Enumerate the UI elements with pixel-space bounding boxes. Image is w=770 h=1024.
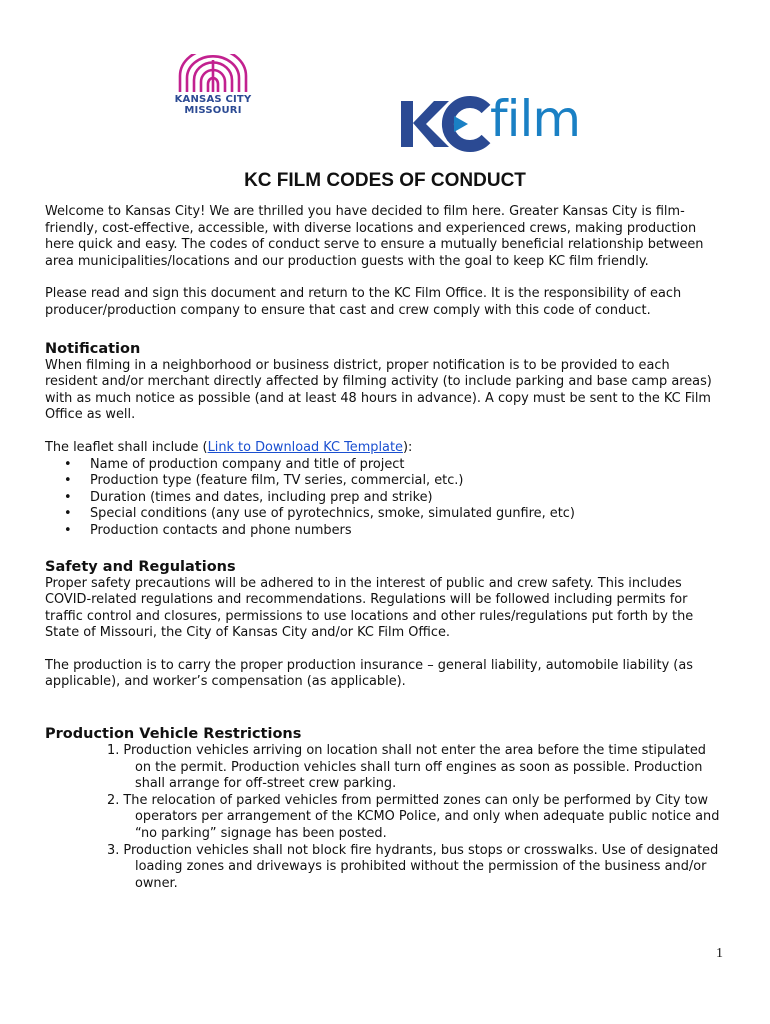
list-item: • Production contacts and phone numbers	[45, 523, 725, 540]
list-item: • Duration (times and dates, including prep and strike)	[45, 490, 725, 507]
list-item: • Special conditions (any use of pyrotechnics, smoke, simulated gunfire, etc)	[45, 506, 725, 523]
safety-heading: Safety and Regulations	[45, 558, 236, 575]
page-title: KC FILM CODES OF CONDUCT	[244, 170, 526, 191]
list-item: • Name of production company and title of project	[45, 457, 725, 474]
kc-film-mark-icon	[398, 95, 493, 155]
download-template-link[interactable]: Link to Download KC Template	[207, 439, 403, 455]
leaflet-intro	[45, 440, 725, 457]
document-body	[45, 204, 725, 892]
kc-logo-line1: KANSAS CITY	[174, 94, 252, 105]
leaflet-prefix: The leaflet shall include (	[45, 439, 208, 455]
list-item: • Production type (feature film, TV series, commercial, etc.)	[45, 473, 725, 490]
list-item: 2. The relocation of parked vehicles from permitted zones can only be performed by City tow operators per arrangement of the KCMO Police, and only when adequate public notice and “no parking” signage has been posted.	[107, 792, 720, 842]
notification-paragraph: When filming in a neighborhood or business district, proper notification is to be provided to each resident and/or merchant directly affected by filming activity (to include parking and base camp areas) with as much notice as possible (and at least 48 hours in advance). A copy must be sent to the KC Film Office as well.	[45, 357, 712, 423]
notification-heading: Notification	[45, 340, 141, 357]
intro-paragraph-2: Please read and sign this document and return to the KC Film Office. It is the responsibility of each producer/production company to ensure that cast and crew comply with this code of conduct.	[45, 286, 682, 318]
kansas-city-missouri-logo	[170, 54, 256, 124]
vehicles-heading: Production Vehicle Restrictions	[45, 726, 302, 743]
leaflet-suffix: ):	[402, 439, 413, 455]
list-item: 1. Production vehicles arriving on location shall not enter the area before the time stipulated on the permit. Production vehicles shall turn off engines as soon as possible. Production shall arrange for off-street crew parking.	[107, 743, 706, 792]
kc-film-logo	[398, 90, 603, 155]
intro-paragraph-1: Welcome to Kansas City! We are thrilled you have decided to film here. Greater Kansas City is film-friendly, cost-effective, accessible, with diverse locations and experienced crews, making production here quick and easy. The codes of conduct serve to ensure a mutually beneficial relationship between area municipalities/locations and our production guests with the goal to keep KC film friendly.	[45, 204, 704, 269]
safety-paragraph-2: The production is to carry the proper production insurance – general liability, automobile liability (as applicable), and worker’s compensation (as applicable).	[45, 657, 693, 690]
leaflet-bullet-list	[45, 457, 725, 540]
fountain-arcs-icon	[170, 54, 256, 94]
vehicle-restrictions-list	[45, 743, 725, 892]
page-number: 1	[716, 946, 723, 961]
safety-paragraph-1: Proper safety precautions will be adhered to in the interest of public and crew safety. This includes COVID-related regulations and recommendations. Regulations will be followed including permits for traffic control and closures, permissions to use locations and other rules/regulations put forth by the State of Missouri, the City of Kansas City and/or KC Film Office.	[45, 575, 694, 641]
list-item: 3. Production vehicles shall not block fire hydrants, bus stops or crosswalks. Use of designated loading zones and driveways is prohibited without the permission of the business and/or owner.	[107, 842, 719, 891]
kc-film-wordmark: film	[490, 90, 581, 148]
kc-logo-line2: MISSOURI	[184, 105, 242, 116]
